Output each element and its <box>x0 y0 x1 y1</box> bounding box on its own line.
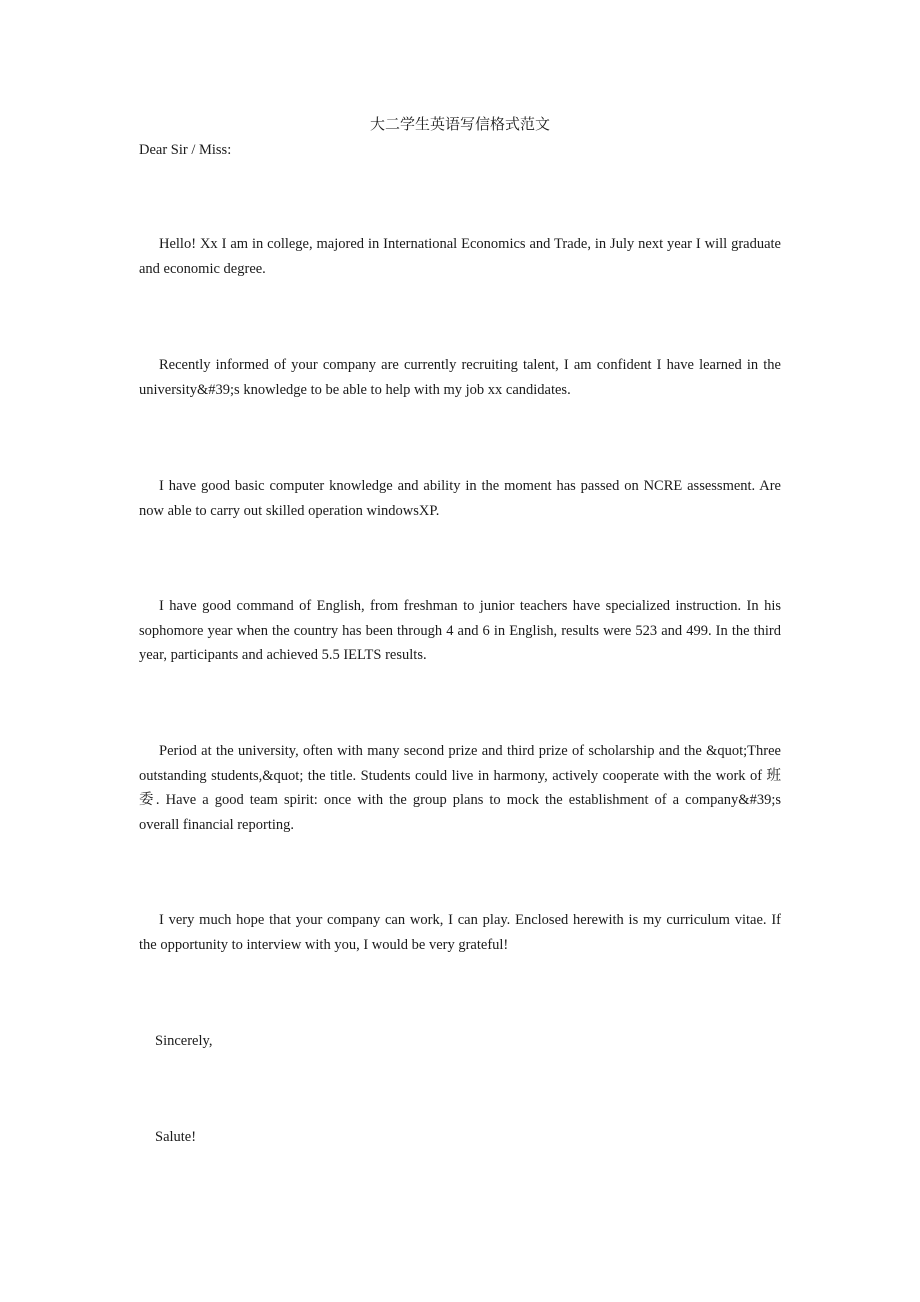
paragraph-computer-skills: I have good basic computer knowledge and ability in the moment has passed on NCRE assessment. Are now able to carry out skilled operation windowsXP. <box>139 478 781 519</box>
paragraph-english-skills: I have good command of English, from freshman to junior teachers have specialized instruction. In his sophomore year when the country has been through 4 and 6 in English, results were 523 and 499. In the third year, participants and achieved 5.5 IELTS results. <box>139 598 781 663</box>
paragraph-achievements: Period at the university, often with many second prize and third prize of scholarship and the &quot;Three outstanding students,&quot; the title. Students could live in harmony, actively cooperate with the work of 班委. Have a good team spirit: once with the group plans to mock the establishment of a company&#39;s overall financial reporting. <box>139 743 781 833</box>
paragraph-application: Recently informed of your company are currently recruiting talent, I am confident I have learned in the university&#39;s knowledge to be able to help with my job xx candidates. <box>139 357 781 398</box>
closing-line: Sincerely, <box>155 1033 213 1049</box>
paragraph-closing-request: I very much hope that your company can work, I can play. Enclosed herewith is my curriculum vitae. If the opportunity to interview with you, I would be very grateful! <box>139 912 781 953</box>
document-title: 大二学生英语写信格式范文 <box>369 117 550 133</box>
paragraph-intro: Hello! Xx I am in college, majored in International Economics and Trade, in July next year I will graduate and economic degree. <box>139 236 781 277</box>
signoff-line: Salute! <box>155 1129 197 1145</box>
salutation: Dear Sir / Miss: <box>139 142 232 158</box>
